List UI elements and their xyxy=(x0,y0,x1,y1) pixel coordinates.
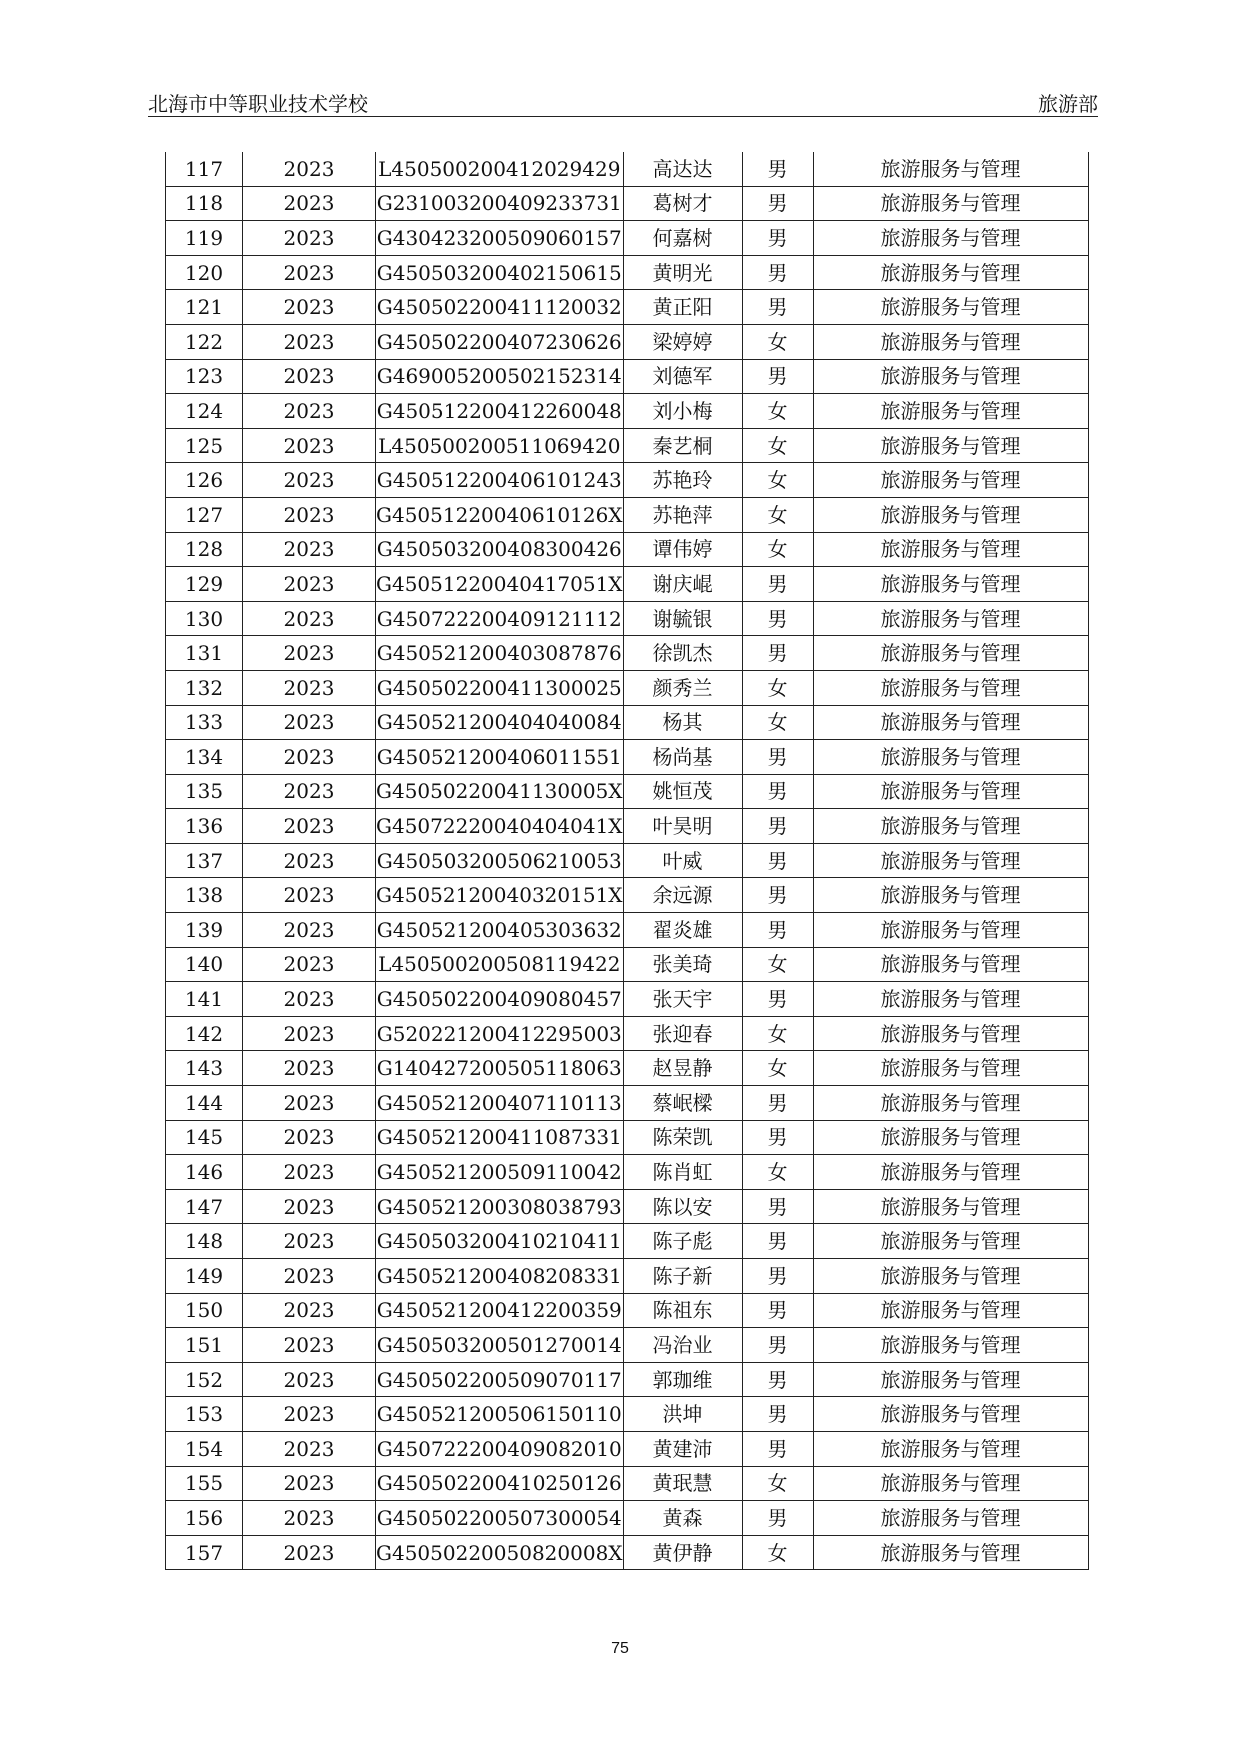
table-row xyxy=(166,1293,1089,1328)
row-number-cell: 150 xyxy=(166,1293,243,1328)
row-number-cell: 142 xyxy=(166,1016,243,1051)
gender-cell: 男 xyxy=(742,878,813,913)
gender-cell: 男 xyxy=(742,1120,813,1155)
table-row xyxy=(166,705,1089,740)
student-name-cell: 陈以安 xyxy=(623,1189,742,1224)
year-cell: 2023 xyxy=(243,255,376,290)
table-row xyxy=(166,428,1089,463)
student-id-cell: G450521200412200359 xyxy=(376,1293,624,1328)
student-id-cell: G469005200502152314 xyxy=(376,359,624,394)
table-row xyxy=(166,1362,1089,1397)
gender-cell: 男 xyxy=(742,359,813,394)
major-cell: 旅游服务与管理 xyxy=(813,809,1088,844)
student-id-cell: L450500200508119422 xyxy=(376,947,624,982)
gender-cell: 女 xyxy=(742,532,813,567)
gender-cell: 男 xyxy=(742,636,813,671)
year-cell: 2023 xyxy=(243,809,376,844)
year-cell: 2023 xyxy=(243,1328,376,1363)
gender-cell: 男 xyxy=(742,1431,813,1466)
student-id-cell: G450502200509070117 xyxy=(376,1362,624,1397)
student-name-cell: 陈子新 xyxy=(623,1259,742,1294)
table-row xyxy=(166,1086,1089,1121)
table-row xyxy=(166,290,1089,325)
table-row xyxy=(166,152,1089,186)
student-id-cell: G45051220040417051X xyxy=(376,567,624,602)
major-cell: 旅游服务与管理 xyxy=(813,497,1088,532)
student-name-cell: 余远源 xyxy=(623,878,742,913)
gender-cell: 男 xyxy=(742,982,813,1017)
student-name-cell: 苏艳玲 xyxy=(623,463,742,498)
table-row xyxy=(166,1016,1089,1051)
student-name-cell: 杨其 xyxy=(623,705,742,740)
gender-cell: 男 xyxy=(742,843,813,878)
major-cell: 旅游服务与管理 xyxy=(813,982,1088,1017)
major-cell: 旅游服务与管理 xyxy=(813,1535,1088,1570)
table-row xyxy=(166,359,1089,394)
major-cell: 旅游服务与管理 xyxy=(813,1431,1088,1466)
student-name-cell: 黄明光 xyxy=(623,255,742,290)
gender-cell: 男 xyxy=(742,152,813,186)
row-number-cell: 117 xyxy=(166,152,243,186)
header-divider xyxy=(148,116,1098,117)
row-number-cell: 129 xyxy=(166,567,243,602)
year-cell: 2023 xyxy=(243,532,376,567)
row-number-cell: 127 xyxy=(166,497,243,532)
year-cell: 2023 xyxy=(243,982,376,1017)
row-number-cell: 155 xyxy=(166,1466,243,1501)
gender-cell: 男 xyxy=(742,255,813,290)
major-cell: 旅游服务与管理 xyxy=(813,1501,1088,1536)
row-number-cell: 140 xyxy=(166,947,243,982)
student-id-cell: G45072220040404041X xyxy=(376,809,624,844)
year-cell: 2023 xyxy=(243,601,376,636)
table-row xyxy=(166,740,1089,775)
student-id-cell: G450521200407110113 xyxy=(376,1086,624,1121)
student-id-cell: G450722200409082010 xyxy=(376,1431,624,1466)
row-number-cell: 120 xyxy=(166,255,243,290)
year-cell: 2023 xyxy=(243,1189,376,1224)
gender-cell: 男 xyxy=(742,809,813,844)
year-cell: 2023 xyxy=(243,394,376,429)
gender-cell: 男 xyxy=(742,1259,813,1294)
student-name-cell: 陈子彪 xyxy=(623,1224,742,1259)
student-id-cell: G450503200410210411 xyxy=(376,1224,624,1259)
major-cell: 旅游服务与管理 xyxy=(813,1259,1088,1294)
year-cell: 2023 xyxy=(243,463,376,498)
gender-cell: 男 xyxy=(742,913,813,948)
year-cell: 2023 xyxy=(243,1501,376,1536)
gender-cell: 男 xyxy=(742,1086,813,1121)
gender-cell: 男 xyxy=(742,1397,813,1432)
row-number-cell: 119 xyxy=(166,221,243,256)
gender-cell: 女 xyxy=(742,1535,813,1570)
year-cell: 2023 xyxy=(243,1016,376,1051)
year-cell: 2023 xyxy=(243,1535,376,1570)
table-row xyxy=(166,255,1089,290)
major-cell: 旅游服务与管理 xyxy=(813,1120,1088,1155)
major-cell: 旅游服务与管理 xyxy=(813,428,1088,463)
gender-cell: 男 xyxy=(742,740,813,775)
student-id-cell: G450503200506210053 xyxy=(376,843,624,878)
gender-cell: 女 xyxy=(742,497,813,532)
student-id-cell: G450521200404040084 xyxy=(376,705,624,740)
student-name-cell: 蔡岷樑 xyxy=(623,1086,742,1121)
student-name-cell: 陈祖东 xyxy=(623,1293,742,1328)
year-cell: 2023 xyxy=(243,1224,376,1259)
gender-cell: 女 xyxy=(742,463,813,498)
student-name-cell: 黄森 xyxy=(623,1501,742,1536)
gender-cell: 男 xyxy=(742,290,813,325)
row-number-cell: 133 xyxy=(166,705,243,740)
table-row xyxy=(166,947,1089,982)
row-number-cell: 131 xyxy=(166,636,243,671)
table-row xyxy=(166,670,1089,705)
major-cell: 旅游服务与管理 xyxy=(813,532,1088,567)
row-number-cell: 143 xyxy=(166,1051,243,1086)
table-row xyxy=(166,532,1089,567)
gender-cell: 女 xyxy=(742,947,813,982)
student-name-cell: 刘德军 xyxy=(623,359,742,394)
row-number-cell: 147 xyxy=(166,1189,243,1224)
row-number-cell: 146 xyxy=(166,1155,243,1190)
row-number-cell: 118 xyxy=(166,186,243,221)
year-cell: 2023 xyxy=(243,636,376,671)
student-name-cell: 陈荣凯 xyxy=(623,1120,742,1155)
row-number-cell: 145 xyxy=(166,1120,243,1155)
student-name-cell: 苏艳萍 xyxy=(623,497,742,532)
gender-cell: 男 xyxy=(742,1224,813,1259)
major-cell: 旅游服务与管理 xyxy=(813,1293,1088,1328)
major-cell: 旅游服务与管理 xyxy=(813,324,1088,359)
gender-cell: 女 xyxy=(742,1016,813,1051)
row-number-cell: 123 xyxy=(166,359,243,394)
year-cell: 2023 xyxy=(243,1293,376,1328)
student-name-cell: 洪坤 xyxy=(623,1397,742,1432)
row-number-cell: 128 xyxy=(166,532,243,567)
major-cell: 旅游服务与管理 xyxy=(813,1016,1088,1051)
table-row xyxy=(166,878,1089,913)
year-cell: 2023 xyxy=(243,740,376,775)
major-cell: 旅游服务与管理 xyxy=(813,567,1088,602)
row-number-cell: 132 xyxy=(166,670,243,705)
year-cell: 2023 xyxy=(243,670,376,705)
student-name-cell: 梁婷婷 xyxy=(623,324,742,359)
row-number-cell: 144 xyxy=(166,1086,243,1121)
table-row xyxy=(166,1120,1089,1155)
gender-cell: 女 xyxy=(742,705,813,740)
student-name-cell: 张天宇 xyxy=(623,982,742,1017)
student-id-cell: G450502200409080457 xyxy=(376,982,624,1017)
student-name-cell: 叶昊明 xyxy=(623,809,742,844)
year-cell: 2023 xyxy=(243,567,376,602)
student-name-cell: 张迎春 xyxy=(623,1016,742,1051)
gender-cell: 女 xyxy=(742,1466,813,1501)
year-cell: 2023 xyxy=(243,221,376,256)
gender-cell: 女 xyxy=(742,1051,813,1086)
student-id-cell: G450521200403087876 xyxy=(376,636,624,671)
student-name-cell: 刘小梅 xyxy=(623,394,742,429)
student-id-cell: G45051220040610126X xyxy=(376,497,624,532)
student-id-cell: L450500200511069420 xyxy=(376,428,624,463)
gender-cell: 男 xyxy=(742,774,813,809)
row-number-cell: 148 xyxy=(166,1224,243,1259)
student-name-cell: 黄珉慧 xyxy=(623,1466,742,1501)
major-cell: 旅游服务与管理 xyxy=(813,1086,1088,1121)
student-name-cell: 葛树才 xyxy=(623,186,742,221)
student-name-cell: 陈肖虹 xyxy=(623,1155,742,1190)
student-name-cell: 黄建沛 xyxy=(623,1431,742,1466)
roster-table-body xyxy=(166,152,1089,1570)
student-id-cell: G450503200408300426 xyxy=(376,532,624,567)
row-number-cell: 141 xyxy=(166,982,243,1017)
table-row xyxy=(166,601,1089,636)
major-cell: 旅游服务与管理 xyxy=(813,1189,1088,1224)
student-id-cell: G450512200406101243 xyxy=(376,463,624,498)
student-name-cell: 高达达 xyxy=(623,152,742,186)
major-cell: 旅游服务与管理 xyxy=(813,1328,1088,1363)
year-cell: 2023 xyxy=(243,947,376,982)
student-id-cell: G45050220041130005X xyxy=(376,774,624,809)
year-cell: 2023 xyxy=(243,324,376,359)
row-number-cell: 135 xyxy=(166,774,243,809)
gender-cell: 男 xyxy=(742,186,813,221)
gender-cell: 男 xyxy=(742,601,813,636)
student-name-cell: 黄正阳 xyxy=(623,290,742,325)
year-cell: 2023 xyxy=(243,843,376,878)
student-id-cell: G450502200407230626 xyxy=(376,324,624,359)
student-id-cell: G520221200412295003 xyxy=(376,1016,624,1051)
row-number-cell: 130 xyxy=(166,601,243,636)
major-cell: 旅游服务与管理 xyxy=(813,1155,1088,1190)
row-number-cell: 126 xyxy=(166,463,243,498)
year-cell: 2023 xyxy=(243,359,376,394)
row-number-cell: 153 xyxy=(166,1397,243,1432)
table-row xyxy=(166,567,1089,602)
year-cell: 2023 xyxy=(243,290,376,325)
major-cell: 旅游服务与管理 xyxy=(813,913,1088,948)
student-name-cell: 姚恒茂 xyxy=(623,774,742,809)
student-id-cell: L450500200412029429 xyxy=(376,152,624,186)
student-name-cell: 谢毓银 xyxy=(623,601,742,636)
gender-cell: 男 xyxy=(742,1328,813,1363)
year-cell: 2023 xyxy=(243,186,376,221)
year-cell: 2023 xyxy=(243,1397,376,1432)
major-cell: 旅游服务与管理 xyxy=(813,705,1088,740)
gender-cell: 男 xyxy=(742,1293,813,1328)
student-id-cell: G450521200308038793 xyxy=(376,1189,624,1224)
student-name-cell: 翟炎雄 xyxy=(623,913,742,948)
major-cell: 旅游服务与管理 xyxy=(813,359,1088,394)
student-name-cell: 谭伟婷 xyxy=(623,532,742,567)
row-number-cell: 139 xyxy=(166,913,243,948)
year-cell: 2023 xyxy=(243,1431,376,1466)
student-name-cell: 何嘉树 xyxy=(623,221,742,256)
table-row xyxy=(166,774,1089,809)
student-name-cell: 叶威 xyxy=(623,843,742,878)
major-cell: 旅游服务与管理 xyxy=(813,1224,1088,1259)
student-id-cell: G450521200506150110 xyxy=(376,1397,624,1432)
major-cell: 旅游服务与管理 xyxy=(813,463,1088,498)
major-cell: 旅游服务与管理 xyxy=(813,878,1088,913)
gender-cell: 男 xyxy=(742,1362,813,1397)
year-cell: 2023 xyxy=(243,774,376,809)
table-row xyxy=(166,1397,1089,1432)
major-cell: 旅游服务与管理 xyxy=(813,255,1088,290)
major-cell: 旅游服务与管理 xyxy=(813,947,1088,982)
year-cell: 2023 xyxy=(243,428,376,463)
student-id-cell: G450502200411300025 xyxy=(376,670,624,705)
major-cell: 旅游服务与管理 xyxy=(813,186,1088,221)
table-row xyxy=(166,186,1089,221)
student-id-cell: G231003200409233731 xyxy=(376,186,624,221)
year-cell: 2023 xyxy=(243,1466,376,1501)
student-name-cell: 颜秀兰 xyxy=(623,670,742,705)
table-row xyxy=(166,1155,1089,1190)
student-name-cell: 徐凯杰 xyxy=(623,636,742,671)
student-name-cell: 杨尚基 xyxy=(623,740,742,775)
table-row xyxy=(166,982,1089,1017)
year-cell: 2023 xyxy=(243,1051,376,1086)
major-cell: 旅游服务与管理 xyxy=(813,152,1088,186)
year-cell: 2023 xyxy=(243,152,376,186)
table-row xyxy=(166,1535,1089,1570)
student-name-cell: 冯治业 xyxy=(623,1328,742,1363)
year-cell: 2023 xyxy=(243,1120,376,1155)
table-row xyxy=(166,394,1089,429)
major-cell: 旅游服务与管理 xyxy=(813,394,1088,429)
student-id-cell: G450722200409121112 xyxy=(376,601,624,636)
table-row xyxy=(166,1328,1089,1363)
table-row xyxy=(166,843,1089,878)
student-id-cell: G430423200509060157 xyxy=(376,221,624,256)
table-row xyxy=(166,1189,1089,1224)
major-cell: 旅游服务与管理 xyxy=(813,221,1088,256)
year-cell: 2023 xyxy=(243,497,376,532)
major-cell: 旅游服务与管理 xyxy=(813,1362,1088,1397)
table-row xyxy=(166,497,1089,532)
gender-cell: 女 xyxy=(742,670,813,705)
gender-cell: 男 xyxy=(742,221,813,256)
gender-cell: 男 xyxy=(742,1189,813,1224)
student-id-cell: G450502200507300054 xyxy=(376,1501,624,1536)
student-id-cell: G450502200411120032 xyxy=(376,290,624,325)
student-name-cell: 黄伊静 xyxy=(623,1535,742,1570)
student-id-cell: G45050220050820008X xyxy=(376,1535,624,1570)
table-row xyxy=(166,1259,1089,1294)
row-number-cell: 136 xyxy=(166,809,243,844)
major-cell: 旅游服务与管理 xyxy=(813,1397,1088,1432)
row-number-cell: 124 xyxy=(166,394,243,429)
gender-cell: 女 xyxy=(742,324,813,359)
student-id-cell: G140427200505118063 xyxy=(376,1051,624,1086)
year-cell: 2023 xyxy=(243,705,376,740)
major-cell: 旅游服务与管理 xyxy=(813,1051,1088,1086)
student-id-cell: G450512200412260048 xyxy=(376,394,624,429)
student-name-cell: 郭珈维 xyxy=(623,1362,742,1397)
table-row xyxy=(166,636,1089,671)
student-name-cell: 赵昱静 xyxy=(623,1051,742,1086)
gender-cell: 女 xyxy=(742,428,813,463)
table-row xyxy=(166,1224,1089,1259)
row-number-cell: 156 xyxy=(166,1501,243,1536)
student-id-cell: G450503200402150615 xyxy=(376,255,624,290)
student-id-cell: G450521200408208331 xyxy=(376,1259,624,1294)
student-id-cell: G450502200410250126 xyxy=(376,1466,624,1501)
major-cell: 旅游服务与管理 xyxy=(813,740,1088,775)
row-number-cell: 134 xyxy=(166,740,243,775)
row-number-cell: 154 xyxy=(166,1431,243,1466)
gender-cell: 女 xyxy=(742,1155,813,1190)
row-number-cell: 121 xyxy=(166,290,243,325)
row-number-cell: 151 xyxy=(166,1328,243,1363)
table-row xyxy=(166,913,1089,948)
year-cell: 2023 xyxy=(243,1362,376,1397)
table-row xyxy=(166,463,1089,498)
year-cell: 2023 xyxy=(243,1259,376,1294)
row-number-cell: 138 xyxy=(166,878,243,913)
student-name-cell: 张美琦 xyxy=(623,947,742,982)
year-cell: 2023 xyxy=(243,1155,376,1190)
row-number-cell: 152 xyxy=(166,1362,243,1397)
student-id-cell: G450503200501270014 xyxy=(376,1328,624,1363)
student-roster-table xyxy=(165,152,1089,1570)
major-cell: 旅游服务与管理 xyxy=(813,843,1088,878)
table-row xyxy=(166,1466,1089,1501)
table-row xyxy=(166,809,1089,844)
major-cell: 旅游服务与管理 xyxy=(813,636,1088,671)
student-name-cell: 谢庆崐 xyxy=(623,567,742,602)
page-number: 75 xyxy=(611,1640,629,1657)
header-department: 旅游部 xyxy=(1038,92,1098,116)
gender-cell: 男 xyxy=(742,567,813,602)
row-number-cell: 157 xyxy=(166,1535,243,1570)
table-row xyxy=(166,1501,1089,1536)
table-row xyxy=(166,324,1089,359)
major-cell: 旅游服务与管理 xyxy=(813,290,1088,325)
student-id-cell: G450521200406011551 xyxy=(376,740,624,775)
year-cell: 2023 xyxy=(243,1086,376,1121)
year-cell: 2023 xyxy=(243,878,376,913)
gender-cell: 男 xyxy=(742,1501,813,1536)
table-row xyxy=(166,1431,1089,1466)
student-id-cell: G450521200411087331 xyxy=(376,1120,624,1155)
row-number-cell: 125 xyxy=(166,428,243,463)
major-cell: 旅游服务与管理 xyxy=(813,601,1088,636)
row-number-cell: 137 xyxy=(166,843,243,878)
table-row xyxy=(166,1051,1089,1086)
header-school-name: 北海市中等职业技术学校 xyxy=(148,92,368,116)
major-cell: 旅游服务与管理 xyxy=(813,1466,1088,1501)
student-id-cell: G45052120040320151X xyxy=(376,878,624,913)
row-number-cell: 149 xyxy=(166,1259,243,1294)
table-row xyxy=(166,221,1089,256)
major-cell: 旅游服务与管理 xyxy=(813,774,1088,809)
student-id-cell: G450521200509110042 xyxy=(376,1155,624,1190)
gender-cell: 女 xyxy=(742,394,813,429)
major-cell: 旅游服务与管理 xyxy=(813,670,1088,705)
student-id-cell: G450521200405303632 xyxy=(376,913,624,948)
student-name-cell: 秦艺桐 xyxy=(623,428,742,463)
row-number-cell: 122 xyxy=(166,324,243,359)
year-cell: 2023 xyxy=(243,913,376,948)
